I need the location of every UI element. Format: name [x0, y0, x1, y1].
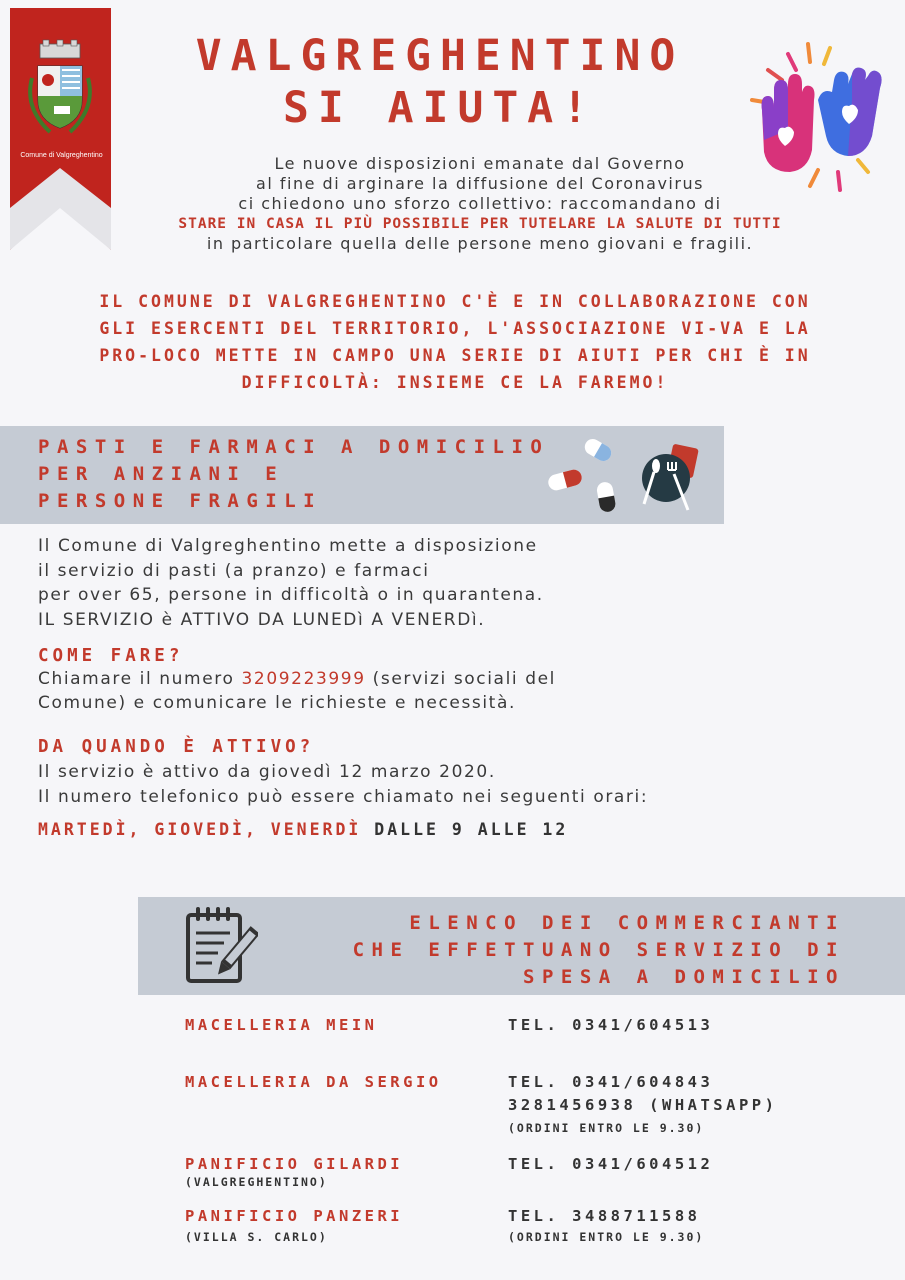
how-to-prefix: Chiamare il numero [38, 669, 242, 689]
meals-title-line: PASTI E FARMACI A DOMICILIO [38, 436, 550, 458]
shop-order-note: (ORDINI ENTRO LE 9.30) [508, 1230, 705, 1244]
shop-location: (VILLA S. CARLO) [185, 1230, 328, 1244]
social-services-phone[interactable]: 3209223999 [241, 669, 366, 689]
community-line: PRO-LOCO METTE IN CAMPO UNA SERIE DI AIUTI PER CHI È IN [99, 346, 811, 365]
shop-order-note: (ORDINI ENTRO LE 9.30) [508, 1121, 705, 1135]
when-active-text [38, 760, 858, 810]
meals-service-description [38, 534, 738, 632]
shop-name: PANIFICIO GILARDI [185, 1155, 404, 1173]
shops-title-line: SPESA A DOMICILIO [523, 966, 845, 988]
intro-line: al fine di arginare la diffusione del Coronavirus [256, 174, 704, 193]
intro-line: in particolare quella delle persone meno giovani e fragili. [206, 234, 754, 253]
when-line: Il numero telefonico può essere chiamato nei seguenti orari: [38, 787, 649, 807]
shop-phone[interactable]: TEL. 0341/604512 [508, 1155, 714, 1173]
shop-phone[interactable]: TEL. 0341/604513 [508, 1016, 714, 1034]
service-time: DALLE 9 ALLE 12 [374, 820, 569, 839]
notepad-pencil-icon [184, 905, 258, 987]
service-days: MARTEDÌ, GIOVEDÌ, VENERDÌ [38, 820, 362, 839]
intro-line: ci chiedono uno sforzo collettivo: raccomandano di [238, 194, 722, 213]
pills-icon [547, 436, 617, 513]
description-line: il servizio di pasti (a pranzo) e farmaci [38, 560, 430, 581]
community-line: GLI ESERCENTI DEL TERRITORIO, L'ASSOCIAZIONE VI-VA E LA [99, 319, 811, 338]
community-message [40, 288, 870, 396]
pills-and-plate-icons [540, 432, 710, 520]
banner-label: Comune di Valgreghentino [20, 152, 103, 159]
community-line: DIFFICOLTÀ: INSIEME CE LA FAREMO! [241, 373, 669, 392]
shops-section-title [290, 910, 845, 991]
municipal-banner [10, 8, 111, 250]
shop-whatsapp[interactable]: 3281456938 (WHATSAPP) [508, 1096, 778, 1114]
meals-title-line: PERSONE FRAGILI [38, 490, 323, 512]
shop-name: MACELLERIA DA SERGIO [185, 1073, 442, 1091]
meals-title-line: PER ANZIANI E [38, 463, 285, 485]
how-to-text [38, 667, 758, 715]
shop-phone[interactable]: TEL. 0341/604843 [508, 1073, 714, 1091]
how-to-heading: COME FARE? [38, 646, 184, 666]
meals-section-title [38, 434, 598, 515]
intro-line: Le nuove disposizioni emanate dal Governo [274, 154, 686, 173]
title-line-2: SI AIUTA! [283, 83, 597, 133]
shop-location: (VALGREGHENTINO) [185, 1175, 328, 1189]
plate-cutlery-icon [642, 444, 699, 510]
page-title [150, 30, 730, 134]
how-to-line: Comune) e comunicare le richieste e necessità. [38, 693, 516, 713]
description-line: IL SERVIZIO è ATTIVO DA LUNEDì A VENERDì. [38, 609, 486, 630]
description-line: per over 65, persone in difficoltà o in quarantena. [38, 585, 544, 605]
service-hours [38, 820, 568, 839]
shop-phone[interactable]: TEL. 3488711588 [508, 1207, 701, 1225]
how-to-suffix: (servizi sociali del [365, 669, 556, 689]
when-line: Il servizio è attivo da giovedì 12 marzo 2020. [38, 762, 496, 782]
shops-title-line: ELENCO DEI COMMERCIANTI [409, 912, 845, 934]
description-line: Il Comune di Valgreghentino mette a disposizione [38, 536, 538, 556]
shop-name: MACELLERIA MEIN [185, 1016, 378, 1034]
shop-name: PANIFICIO PANZERI [185, 1207, 404, 1225]
when-active-heading: DA QUANDO È ATTIVO? [38, 737, 315, 757]
shops-title-line: CHE EFFETTUANO SERVIZIO DI [352, 939, 845, 961]
intro-paragraph [100, 154, 860, 254]
community-line: IL COMUNE DI VALGREGHENTINO C'È E IN COLLABORAZIONE CON [99, 292, 811, 311]
intro-highlight: STARE IN CASA IL PIÙ POSSIBILE PER TUTELARE LA SALUTE DI TUTTI [178, 216, 782, 232]
title-line-1: VALGREGHENTINO [195, 31, 685, 81]
